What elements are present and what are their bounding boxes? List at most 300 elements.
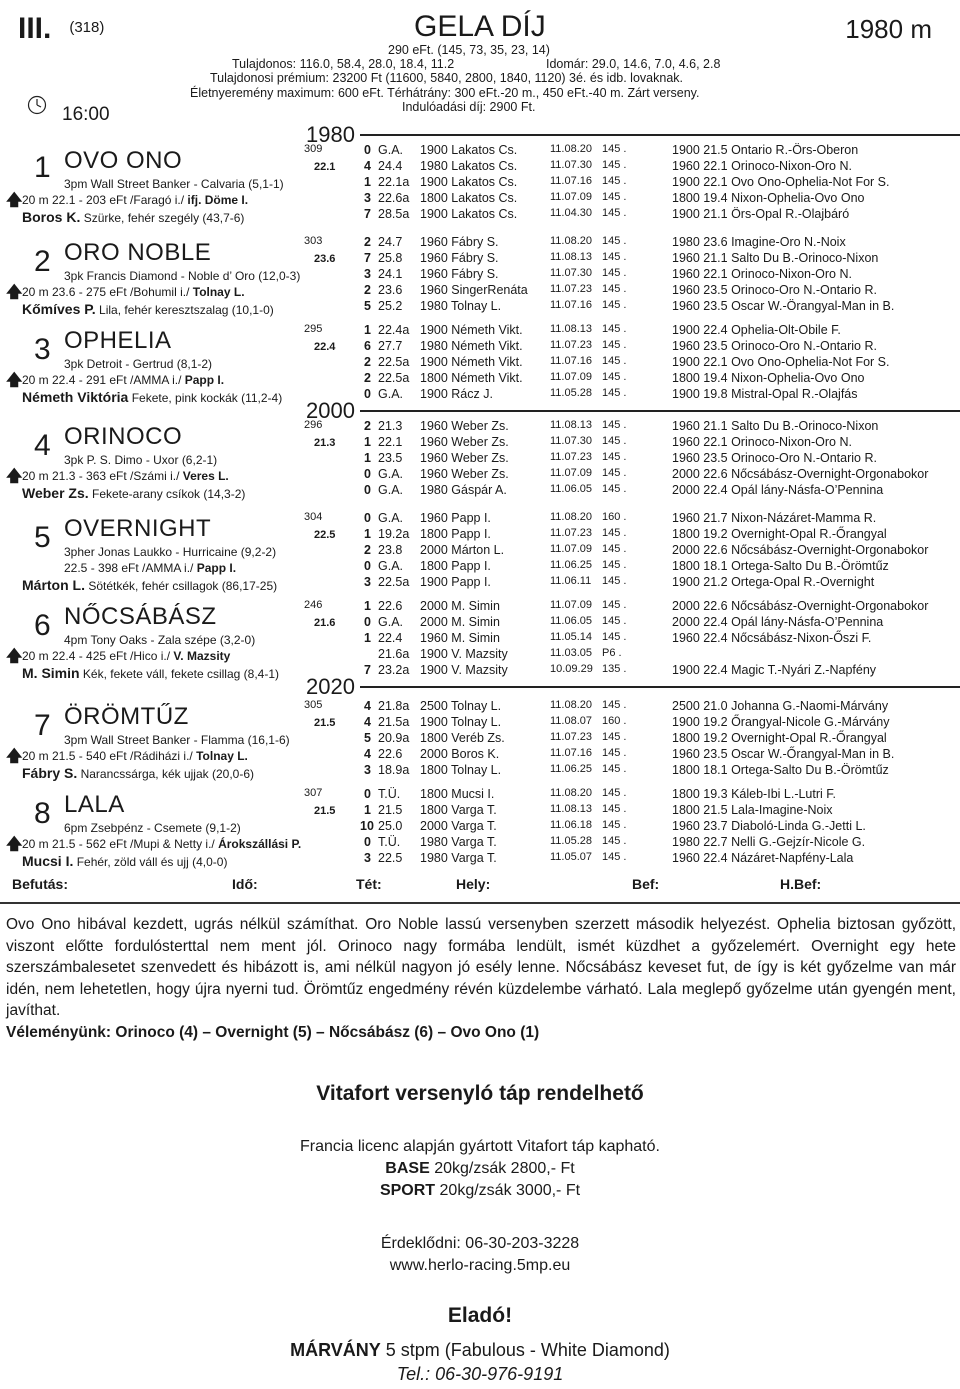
driver-name: Németh Viktória — [22, 389, 129, 405]
race-info: 2000 Varga T. — [420, 819, 497, 833]
race-date: 11.04.30 — [550, 207, 593, 219]
race-date: 11.07.30 — [550, 435, 593, 447]
race-time: G.A. — [378, 511, 404, 525]
race-info: 1960 Fábry S. — [420, 267, 499, 281]
arrow-up-icon: 🡅 — [6, 468, 23, 485]
opinion: Véleményünk: Orinoco (4) – Overnight (5) – Nőcsábász (6) – Ovo Ono (1) — [6, 1023, 540, 1041]
race-result: 2000 22.6 Nőcsábász-Overnight-Orgonabokor — [672, 599, 929, 613]
race-date: 11.05.28 — [550, 835, 593, 847]
rating: 307 — [304, 787, 323, 799]
ad-sport — [0, 1182, 960, 1200]
horse-handicap — [22, 193, 248, 207]
horse-handicap — [22, 837, 301, 851]
race-info: 1900 Lakatos Cs. — [420, 175, 518, 189]
race-class: 145 . — [602, 483, 627, 495]
race-class: 145 . — [602, 207, 627, 219]
race-date: 11.08.20 — [550, 235, 593, 247]
silk-colors: Kék, fekete váll, fekete csillag (8,4-1) — [82, 667, 279, 681]
placing: 2 — [364, 283, 371, 297]
placing: 3 — [364, 191, 371, 205]
horse-pedigree: 3pk Detroit - Gertrud (8,1-2) — [64, 357, 213, 371]
sport-price: 20kg/zsák 3000,- Ft — [439, 1182, 581, 1199]
horse-driver — [22, 209, 244, 225]
race-result: 1960 23.5 Orinoco-Oro N.-Ontario R. — [672, 451, 877, 465]
race-class: 160 . — [602, 511, 627, 523]
race-info: 1900 Tolnay L. — [420, 715, 502, 729]
best-time: 23.6 — [314, 253, 336, 265]
race-class: 145 . — [602, 631, 627, 643]
horse-handicap — [22, 373, 224, 387]
horse-driver — [22, 577, 277, 593]
horse-name: OPHELIA — [64, 327, 172, 354]
race-code: (318) — [69, 19, 105, 36]
race-time: 25.8 — [378, 251, 403, 265]
race-date: 11.07.16 — [550, 747, 593, 759]
placing: 1 — [364, 451, 371, 465]
year-divider — [360, 410, 960, 412]
race-class: 145 . — [602, 851, 627, 863]
race-class: 145 . — [602, 615, 627, 627]
placing: 5 — [364, 299, 371, 313]
race-info: 1900 Németh Vikt. — [420, 355, 523, 369]
base-price: 20kg/zsák 2800,- Ft — [434, 1160, 575, 1177]
race-date: 11.07.09 — [550, 371, 593, 383]
handicap-text: 20 m 22.4 - 425 eFt /Hico i./ — [22, 649, 174, 663]
race-info: 2000 Márton L. — [420, 543, 505, 557]
race-class: 145 . — [602, 787, 627, 799]
race-result: 1980 23.6 Imagine-Oro N.-Noix — [672, 235, 846, 249]
rating: 309 — [304, 143, 323, 155]
arrow-up-icon: 🡅 — [6, 372, 23, 389]
race-date: 11.07.23 — [550, 451, 593, 463]
race-class: 145 . — [602, 731, 627, 743]
race-result: 1800 19.4 Nixon-Ophelia-Ovo Ono — [672, 371, 865, 385]
race-time: 22.1a — [378, 175, 410, 189]
race-time: 21.3 — [378, 419, 403, 433]
race-date: 11.07.30 — [550, 267, 593, 279]
race-class: 145 . — [602, 143, 627, 155]
race-result: 2000 22.6 Nőcsábász-Overnight-Orgonabokor — [672, 543, 929, 557]
race-time: 22.6a — [378, 191, 410, 205]
race-result: 1960 23.5 Orinoco-Oro N.-Ontario R. — [672, 283, 877, 297]
race-result: 1800 18.1 Ortega-Salto Du B.-Örömtűz — [672, 559, 889, 573]
ad-line: Francia licenc alapján gyártott Vitafort táp kapható. — [300, 1138, 660, 1155]
race-date: 11.06.11 — [550, 575, 592, 587]
ad-title: Vitafort versenyló táp rendelhető — [316, 1082, 644, 1105]
race-result: 2000 22.6 Nőcsábász-Overnight-Orgonabokor — [672, 467, 929, 481]
prize-line: 290 eFt. (145, 73, 35, 23, 14) — [388, 43, 550, 57]
horse-number: 1 — [34, 151, 51, 184]
race-date: 11.06.05 — [550, 483, 593, 495]
arrow-up-icon: 🡅 — [6, 836, 23, 853]
race-time: 27.7 — [378, 339, 403, 353]
placing: 2 — [364, 355, 371, 369]
handicap-text: 20 m 23.6 - 275 eFt /Bohumil i./ — [22, 285, 193, 299]
race-result: 1900 19.8 Mistral-Opal R.-Olajfás — [672, 387, 858, 401]
race-result: 1960 23.5 Orinoco-Oro N.-Ontario R. — [672, 339, 877, 353]
driver-name: Boros K. — [22, 209, 81, 225]
year-marker: 2020 — [306, 674, 355, 699]
best-time: 21.5 — [314, 805, 336, 817]
horse-handicap — [22, 649, 230, 663]
race-class: 145 . — [602, 467, 627, 479]
tet-label: Tét: — [356, 876, 382, 892]
rating: 296 — [304, 419, 323, 431]
ad-web[interactable]: www.herlo-racing.5mp.eu — [389, 1257, 571, 1274]
trainer-name: Veres L. — [182, 469, 229, 483]
race-info: 1980 Gáspár A. — [420, 483, 507, 497]
placing: 1 — [364, 803, 371, 817]
race-date: 11.07.23 — [550, 339, 593, 351]
horse-number: 4 — [34, 429, 51, 462]
race-date: 11.07.16 — [550, 355, 593, 367]
race-date: 11.08.20 — [550, 699, 593, 711]
race-result: 1960 23.5 Oscar W.-Őrangyal-Man in B. — [672, 747, 895, 761]
race-time: 28.5a — [378, 207, 410, 221]
driver-name: Weber Zs. — [22, 485, 89, 501]
silk-colors: Narancssárga, kék ujjak (20,0-6) — [80, 767, 255, 781]
arrow-up-icon: 🡅 — [6, 192, 23, 209]
best-time: 21.5 — [314, 717, 336, 729]
race-time: G.A. — [378, 467, 404, 481]
race-time: 24.4 — [378, 159, 403, 173]
race-date: 11.06.25 — [550, 559, 593, 571]
race-class: 145 . — [602, 299, 627, 311]
race-date: 11.07.09 — [550, 599, 593, 611]
horse-driver — [22, 853, 227, 869]
race-info: 2000 M. Simin — [420, 599, 500, 613]
race-info: 1980 Tolnay L. — [420, 299, 502, 313]
race-info: 1800 Mucsi I. — [420, 787, 495, 801]
placing: 2 — [364, 543, 371, 557]
race-date: 11.08.13 — [550, 419, 593, 431]
race-date: 11.06.25 — [550, 763, 593, 775]
race-info: 1960 Fábry S. — [420, 235, 499, 249]
placing: 1 — [364, 323, 371, 337]
placing: 4 — [364, 699, 371, 713]
race-time: 21.5a — [378, 715, 410, 729]
sale-title: Eladó! — [447, 1304, 513, 1327]
race-result: 1960 23.7 Diaboló-Linda G.-Jetti L. — [672, 819, 866, 833]
race-info: 1980 Németh Vikt. — [420, 339, 523, 353]
race-date: 11.05.28 — [550, 387, 593, 399]
race-class: 145 . — [602, 435, 627, 447]
befutas-label: Befutás: — [12, 876, 69, 892]
year-marker: 2000 — [306, 398, 355, 423]
race-info: 1960 Papp I. — [420, 511, 491, 525]
race-class: 145 . — [602, 323, 627, 335]
race-class: 145 . — [602, 835, 627, 847]
race-class: 145 . — [602, 283, 627, 295]
race-info: 1900 V. Mazsity — [420, 647, 508, 661]
silk-colors: Szürke, fehér szegély (43,7-6) — [83, 211, 245, 225]
placing: 0 — [364, 559, 371, 573]
race-info: 1900 Rácz J. — [420, 387, 493, 401]
race-time: 22.5 — [378, 851, 403, 865]
race-date: 11.07.16 — [550, 299, 593, 311]
start-time: 16:00 — [62, 104, 110, 125]
silk-colors: Sötétkék, fehér csillagok (86,17-25) — [88, 579, 278, 593]
race-time: 25.2 — [378, 299, 403, 313]
race-info: 1800 Papp I. — [420, 527, 491, 541]
race-date: 11.08.20 — [550, 787, 593, 799]
race-date: 10.09.29 — [550, 663, 593, 675]
placing: 2 — [364, 235, 371, 249]
best-time: 22.5 — [314, 529, 336, 541]
arrow-up-icon: 🡅 — [6, 648, 23, 665]
race-time: 23.6 — [378, 283, 403, 297]
race-time: 22.6 — [378, 599, 403, 613]
race-result: 1900 22.4 Magic T.-Nyári Z.-Napfény — [672, 663, 877, 677]
race-date: 11.08.20 — [550, 143, 593, 155]
horse-number: 5 — [34, 521, 51, 554]
race-result: 1960 22.4 Nőcsábász-Nixon-Őszi F. — [672, 631, 872, 645]
pace-prize-line: Idomár: 29.0, 14.6, 7.0, 4.6, 2.8 — [546, 57, 721, 71]
race-date: 11.07.09 — [550, 467, 593, 479]
handicap-text: 20 m 22.4 - 291 eFt /AMMA i./ — [22, 373, 185, 387]
placing: 5 — [364, 731, 371, 745]
silk-colors: Fehér, zöld váll és ujj (4,0-0) — [76, 855, 228, 869]
race-class: 145 . — [602, 527, 627, 539]
race-info: 1960 Weber Zs. — [420, 435, 509, 449]
race-info: 1960 M. Simin — [420, 631, 500, 645]
race-time: G.A. — [378, 559, 404, 573]
placing: 7 — [364, 251, 371, 265]
handicap-text: 20 m 22.1 - 203 eFt /Faragó i./ — [22, 193, 188, 207]
placing: 10 — [360, 819, 374, 833]
race-date: 11.08.13 — [550, 323, 593, 335]
horse-name: OVERNIGHT — [64, 515, 212, 542]
race-date: 11.07.30 — [550, 159, 593, 171]
race-result: 1800 19.2 Overnight-Opal R.-Őrangyal — [672, 731, 887, 745]
silk-colors: Lila, fehér keresztszalag (10,1-0) — [99, 303, 274, 317]
race-date: 11.08.13 — [550, 803, 593, 815]
placing: 3 — [364, 267, 371, 281]
hbef-label: H.Bef: — [780, 876, 822, 892]
race-date: 11.07.16 — [550, 175, 593, 187]
race-info: 1980 Lakatos Cs. — [420, 159, 518, 173]
placing: 0 — [364, 467, 371, 481]
race-time: 22.4a — [378, 323, 410, 337]
race-info: 1800 Lakatos Cs. — [420, 191, 518, 205]
race-date: 11.08.13 — [550, 251, 593, 263]
placing: 0 — [364, 483, 371, 497]
race-class: 145 . — [602, 559, 627, 571]
race-class: 145 . — [602, 599, 627, 611]
race-result: 1960 23.5 Oscar W.-Örangyal-Man in B. — [672, 299, 895, 313]
race-time: T.Ü. — [378, 835, 401, 849]
horse-number: 3 — [34, 333, 51, 366]
race-info: 1980 Varga T. — [420, 835, 497, 849]
race-result: 1960 22.4 Názáret-Napfény-Lala — [672, 851, 854, 865]
race-result: 1800 19.2 Overnight-Opal R.-Őrangyal — [672, 527, 887, 541]
race-class: 145 . — [602, 371, 627, 383]
silk-colors: Fekete, pink kockák (11,2-4) — [131, 391, 283, 405]
race-class: 145 . — [602, 175, 627, 187]
horse-pedigree: 3pher Jonas Laukko - Hurricaine (9,2-2) — [64, 545, 277, 559]
horse-pedigree: 3pm Wall Street Banker - Calvaria (5,1-1) — [64, 177, 284, 191]
race-info: 1900 Németh Vikt. — [420, 323, 523, 337]
horse-handicap — [22, 469, 229, 483]
race-result: 2500 21.0 Johanna G.-Naomi-Márvány — [672, 699, 889, 713]
trainer-name: ifj. Döme I. — [187, 193, 249, 207]
placing: 1 — [364, 435, 371, 449]
race-info: 1900 Lakatos Cs. — [420, 207, 518, 221]
placing: 1 — [364, 599, 371, 613]
horse-pedigree: 6pm Zsebpénz - Csemete (9,1-2) — [64, 821, 241, 835]
sport-label: SPORT — [379, 1182, 436, 1199]
race-time: 22.6 — [378, 747, 403, 761]
placing: 3 — [364, 763, 371, 777]
race-result: 1960 21.1 Salto Du B.-Orinoco-Nixon — [672, 251, 879, 265]
race-date: 11.06.05 — [550, 615, 593, 627]
race-info: 1960 SingerRenáta — [420, 283, 528, 297]
race-info: 2500 Tolnay L. — [420, 699, 502, 713]
horse-name: LALA — [64, 791, 125, 818]
placing: 4 — [364, 747, 371, 761]
race-info: 1960 Fábry S. — [420, 251, 499, 265]
driver-name: Kőmíves P. — [22, 301, 96, 317]
placing: 4 — [364, 715, 371, 729]
placing: 0 — [364, 511, 371, 525]
horse-name: ORO NOBLE — [64, 239, 212, 266]
arrow-up-icon: 🡅 — [6, 284, 23, 301]
race-class: 145 . — [602, 747, 627, 759]
race-class: 145 . — [602, 699, 627, 711]
race-time: 22.4 — [378, 631, 403, 645]
race-class: 145 . — [602, 803, 627, 815]
trainer-name: Papp I. — [184, 373, 225, 387]
race-result: 1800 19.4 Nixon-Ophelia-Ovo Ono — [672, 191, 865, 205]
race-date: 11.06.18 — [550, 819, 593, 831]
race-result: 2000 22.4 Opál lány-Násfa-O’Pennina — [672, 483, 884, 497]
horse-driver — [22, 665, 279, 681]
placing: 4 — [364, 159, 371, 173]
horse-pedigree: 3pk P. S. Dimo - Uxor (6,2-1) — [64, 453, 218, 467]
horse-number: 8 — [34, 797, 51, 830]
silk-colors: Fekete-arany csíkok (14,3-2) — [92, 487, 246, 501]
ad-base — [0, 1160, 960, 1178]
placing: 0 — [364, 835, 371, 849]
best-time: 21.6 — [314, 617, 336, 629]
race-result: 1960 22.1 Orinoco-Nixon-Oro N. — [672, 435, 852, 449]
race-time: 24.7 — [378, 235, 403, 249]
rating: 303 — [304, 235, 323, 247]
race-date: 11.07.23 — [550, 283, 593, 295]
race-date: 11.07.23 — [550, 527, 593, 539]
race-info: 1900 Lakatos Cs. — [420, 143, 518, 157]
horse-number: 7 — [34, 709, 51, 742]
horse-pedigree: 3pk Francis Diamond - Noble d’ Oro (12,0-3) — [64, 269, 301, 283]
race-class: 145 . — [602, 355, 627, 367]
base-label: BASE — [385, 1160, 430, 1177]
race-class: 145 . — [602, 387, 627, 399]
race-time: 23.5 — [378, 451, 403, 465]
horse-number: 6 — [34, 609, 51, 642]
trainer-name: Tolnay L. — [192, 285, 245, 299]
race-class: 145 . — [602, 267, 627, 279]
race-result: 1800 21.5 Lala-Imagine-Noix — [672, 803, 833, 817]
race-info: 1800 Veréb Zs. — [420, 731, 505, 745]
best-time: 21.3 — [314, 437, 336, 449]
best-time: 22.1 — [314, 161, 336, 173]
owner-premium-line: Tulajdonosi prémium: 23200 Ft (11600, 5840, 2800, 1840, 1120) 3é. és idb. lovaknak. — [210, 71, 683, 85]
commentary-text: Ovo Ono hibával kezdett, ugrás nélkül számíthat. Oro Noble lassú versenyben szerzett második helyezést. Ophelia biztosan győzött, viszont előtte fordulósterttal nem ment jól. Orinoco nagy formába lendült, ismét küzdhet a győzelemért. Overnight egy hete szerszámbalesetet szenvedett és hibázott is, ami nélkül nagyon jó esély lenne. Nőcsábász keveset fut, de így is két győzelme van már idén, nem lehetetlen, hogy újra nyerni tud. Örömtűz engedmény révén küzdelembe várható. Lala meglepő győzelme után gyengén ment, javíthat. — [6, 916, 956, 1019]
best-time: 22.4 — [314, 341, 336, 353]
race-date: 11.05.07 — [550, 851, 593, 863]
horse-handicap — [64, 561, 236, 575]
footer-divider — [0, 902, 960, 904]
race-time: 22.5a — [378, 371, 410, 385]
year-marker: 1980 — [306, 122, 355, 147]
trainer-name: V. Mazsity — [173, 649, 231, 663]
placing: 2 — [364, 371, 371, 385]
race-time: G.A. — [378, 387, 404, 401]
year-divider — [360, 686, 960, 688]
race-number: III. $^{(318)}$ — [18, 12, 105, 45]
race-info: 2000 M. Simin — [420, 615, 500, 629]
race-result: 2000 22.4 Opál lány-Násfa-O’Pennina — [672, 615, 884, 629]
race-date: 11.07.09 — [550, 191, 593, 203]
race-result: 1980 22.7 Nelli G.-Gejzír-Nicole G. — [672, 835, 866, 849]
race-result: 1900 21.1 Örs-Opal R.-Olajbáró — [672, 207, 850, 221]
rating: 305 — [304, 699, 323, 711]
placing: 3 — [364, 851, 371, 865]
trainer-name: Papp I. — [196, 561, 237, 575]
placing: 1 — [364, 527, 371, 541]
handicap-text: 20 m 21.5 - 540 eFt /Rádiházi i./ — [22, 749, 197, 763]
race-result: 1900 22.1 Ovo Ono-Ophelia-Not For S. — [672, 175, 890, 189]
horse-driver — [22, 389, 282, 405]
race-distance: 1980 m — [845, 14, 932, 44]
race-time: 23.2a — [378, 663, 410, 677]
race-time: 22.1 — [378, 435, 403, 449]
race-info: 1800 Tolnay L. — [420, 763, 502, 777]
race-date: 11.07.09 — [550, 543, 593, 555]
placing: 2 — [364, 419, 371, 433]
race-info: 1960 Weber Zs. — [420, 467, 509, 481]
race-result: 1960 22.1 Orinoco-Nixon-Oro N. — [672, 267, 852, 281]
race-time: 23.8 — [378, 543, 403, 557]
hely-label: Hely: — [456, 876, 491, 892]
clock-icon — [27, 95, 47, 115]
horse-name: ÖRÖMTŰZ — [64, 703, 189, 730]
race-result: 1960 22.1 Orinoco-Nixon-Oro N. — [672, 159, 852, 173]
horse-driver — [22, 765, 254, 781]
horse-name: OVO ONO — [64, 147, 183, 174]
race-time: 20.9a — [378, 731, 410, 745]
race-class: 145 . — [602, 575, 627, 587]
handicap-text: 20 m 21.3 - 363 eFt /Számi i./ — [22, 469, 183, 483]
commentary — [6, 914, 956, 1043]
race-info: 1900 V. Mazsity — [420, 663, 508, 677]
race-time: 19.2a — [378, 527, 410, 541]
placing: 7 — [364, 207, 371, 221]
race-class: 145 . — [602, 419, 627, 431]
race-result: 1900 22.4 Ophelia-Olt-Obile F. — [672, 323, 841, 337]
race-class: 145 . — [602, 763, 627, 775]
trainer-name: Árokszállási P. — [218, 837, 302, 851]
race-time: 21.5 — [378, 803, 403, 817]
placing: 0 — [364, 787, 371, 801]
race-time: 22.5a — [378, 575, 410, 589]
placing: 0 — [364, 615, 371, 629]
race-info: 1800 Németh Vikt. — [420, 371, 523, 385]
race-date: 11.08.07 — [550, 715, 593, 727]
race-time: G.A. — [378, 483, 404, 497]
race-info: 2000 Boros K. — [420, 747, 500, 761]
horse-driver — [22, 485, 245, 501]
